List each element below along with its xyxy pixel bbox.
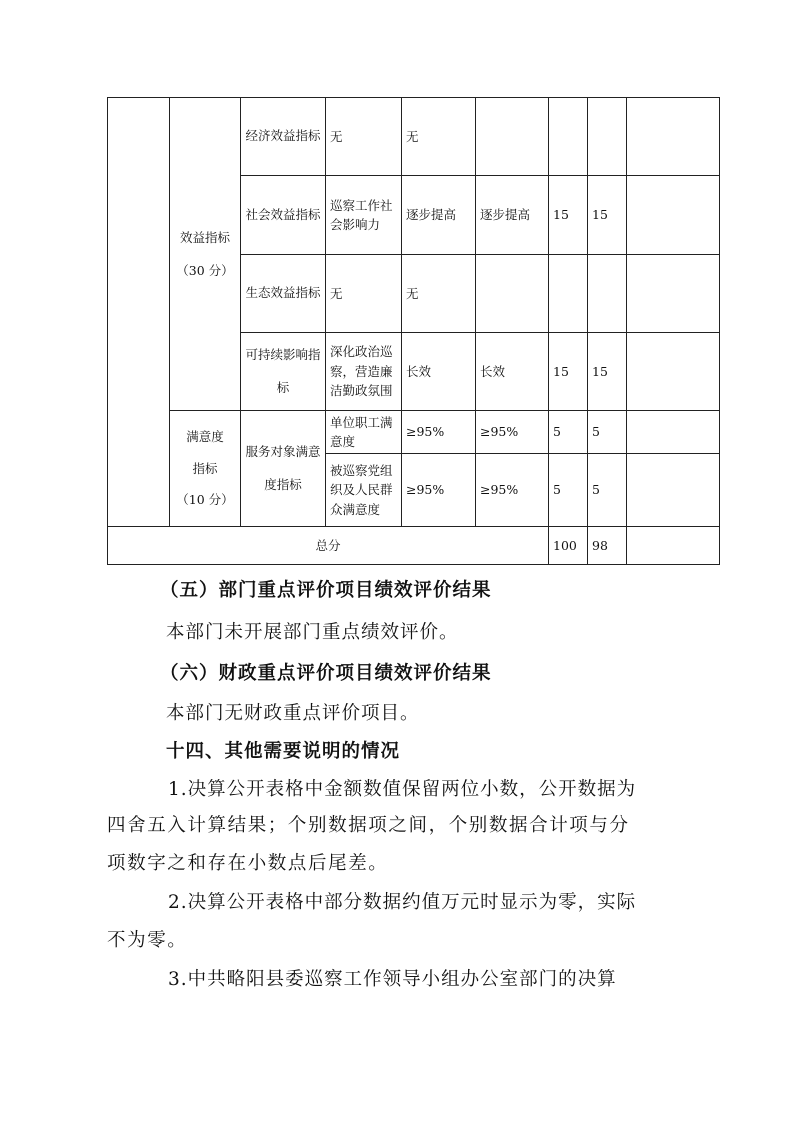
para-1-line-2: 四舍五入计算结果；个别数据项之间，个别数据合计项与分 (107, 815, 630, 836)
indicator-cell (241, 255, 326, 333)
score-cell (588, 255, 627, 333)
section-14-title: 十四、其他需要说明的情况 (166, 741, 401, 762)
target-cell: ≥95% (402, 411, 476, 454)
section-6-title: （六）财政重点评价项目绩效评价结果 (160, 663, 492, 684)
target-cell: 无 (402, 255, 476, 333)
score-cell: 5 (588, 454, 627, 527)
section-5-title: （五）部门重点评价项目绩效评价结果 (160, 580, 492, 601)
indicator-text: 可持续影响指标 (245, 347, 321, 395)
actual-cell: 长效 (476, 333, 549, 411)
indicator-cell (241, 333, 326, 411)
indicator-cell (241, 98, 326, 176)
target-cell: ≥95% (402, 454, 476, 527)
actual-cell: 逐步提高 (476, 176, 549, 255)
satisfaction-indicator-cell (241, 411, 326, 527)
para-1-line-1: 1.决算公开表格中金额数值保留两位小数，公开数据为 (168, 779, 637, 800)
satisfaction-group-cell (170, 411, 241, 527)
benefit-group-points: （30 分） (176, 263, 234, 278)
weight-cell: 15 (549, 176, 588, 255)
para-2-line-2: 不为零。 (107, 930, 188, 951)
note-cell (627, 98, 720, 176)
indicator-cell (241, 176, 326, 255)
actual-cell (476, 255, 549, 333)
note-cell (627, 333, 720, 411)
section-6-body: 本部门无财政重点评价项目。 (166, 703, 420, 724)
actual-cell: ≥95% (476, 454, 549, 527)
para-1-line-3: 项数字之和存在小数点后尾差。 (107, 853, 389, 874)
content-cell: 巡察工作社会影响力 (326, 176, 402, 255)
indicator-text: 社会效益指标 (245, 206, 321, 222)
target-cell: 无 (402, 98, 476, 176)
indicator-text: 生态效益指标 (245, 285, 321, 301)
satisfaction-group-line1: 满意度 (186, 429, 224, 445)
table-row (108, 98, 720, 176)
note-cell (627, 176, 720, 255)
score-cell (588, 98, 627, 176)
weight-cell: 5 (549, 454, 588, 527)
score-cell: 15 (588, 176, 627, 255)
content-cell: 单位职工满意度 (326, 411, 402, 454)
indicator-text: 服务对象满意度指标 (245, 444, 321, 492)
score-cell: 15 (588, 333, 627, 411)
actual-cell: ≥95% (476, 411, 549, 454)
benefit-group-label: 效益指标 (179, 229, 230, 245)
total-weight: 100 (549, 527, 588, 565)
performance-table (107, 97, 720, 565)
note-cell (627, 255, 720, 333)
content-cell: 被巡察党组织及人民群众满意度 (326, 454, 402, 527)
content-cell: 无 (326, 255, 402, 333)
total-label: 总分 (108, 527, 549, 565)
content-cell: 深化政治巡察，营造廉洁勤政氛围 (326, 333, 402, 411)
benefit-group-cell (170, 98, 241, 411)
section-5-body: 本部门未开展部门重点绩效评价。 (166, 622, 459, 643)
weight-cell (549, 255, 588, 333)
target-cell: 长效 (402, 333, 476, 411)
total-row (108, 527, 720, 565)
actual-cell (476, 98, 549, 176)
total-note (627, 527, 720, 565)
satisfaction-group-points: （10 分） (176, 492, 234, 508)
note-cell (627, 411, 720, 454)
table-row (108, 411, 720, 454)
para-2-line-1: 2.决算公开表格中部分数据约值万元时显示为零，实际 (168, 892, 637, 913)
total-score: 98 (588, 527, 627, 565)
weight-cell: 15 (549, 333, 588, 411)
para-3-line-1: 3.中共略阳县委巡察工作领导小组办公室部门的决算 (168, 969, 617, 990)
level1-cell (108, 98, 170, 527)
weight-cell (549, 98, 588, 176)
indicator-text: 经济效益指标 (245, 128, 321, 144)
target-cell: 逐步提高 (402, 176, 476, 255)
weight-cell: 5 (549, 411, 588, 454)
note-cell (627, 454, 720, 527)
content-cell: 无 (326, 98, 402, 176)
satisfaction-group-line2: 指标 (192, 460, 218, 476)
score-cell: 5 (588, 411, 627, 454)
